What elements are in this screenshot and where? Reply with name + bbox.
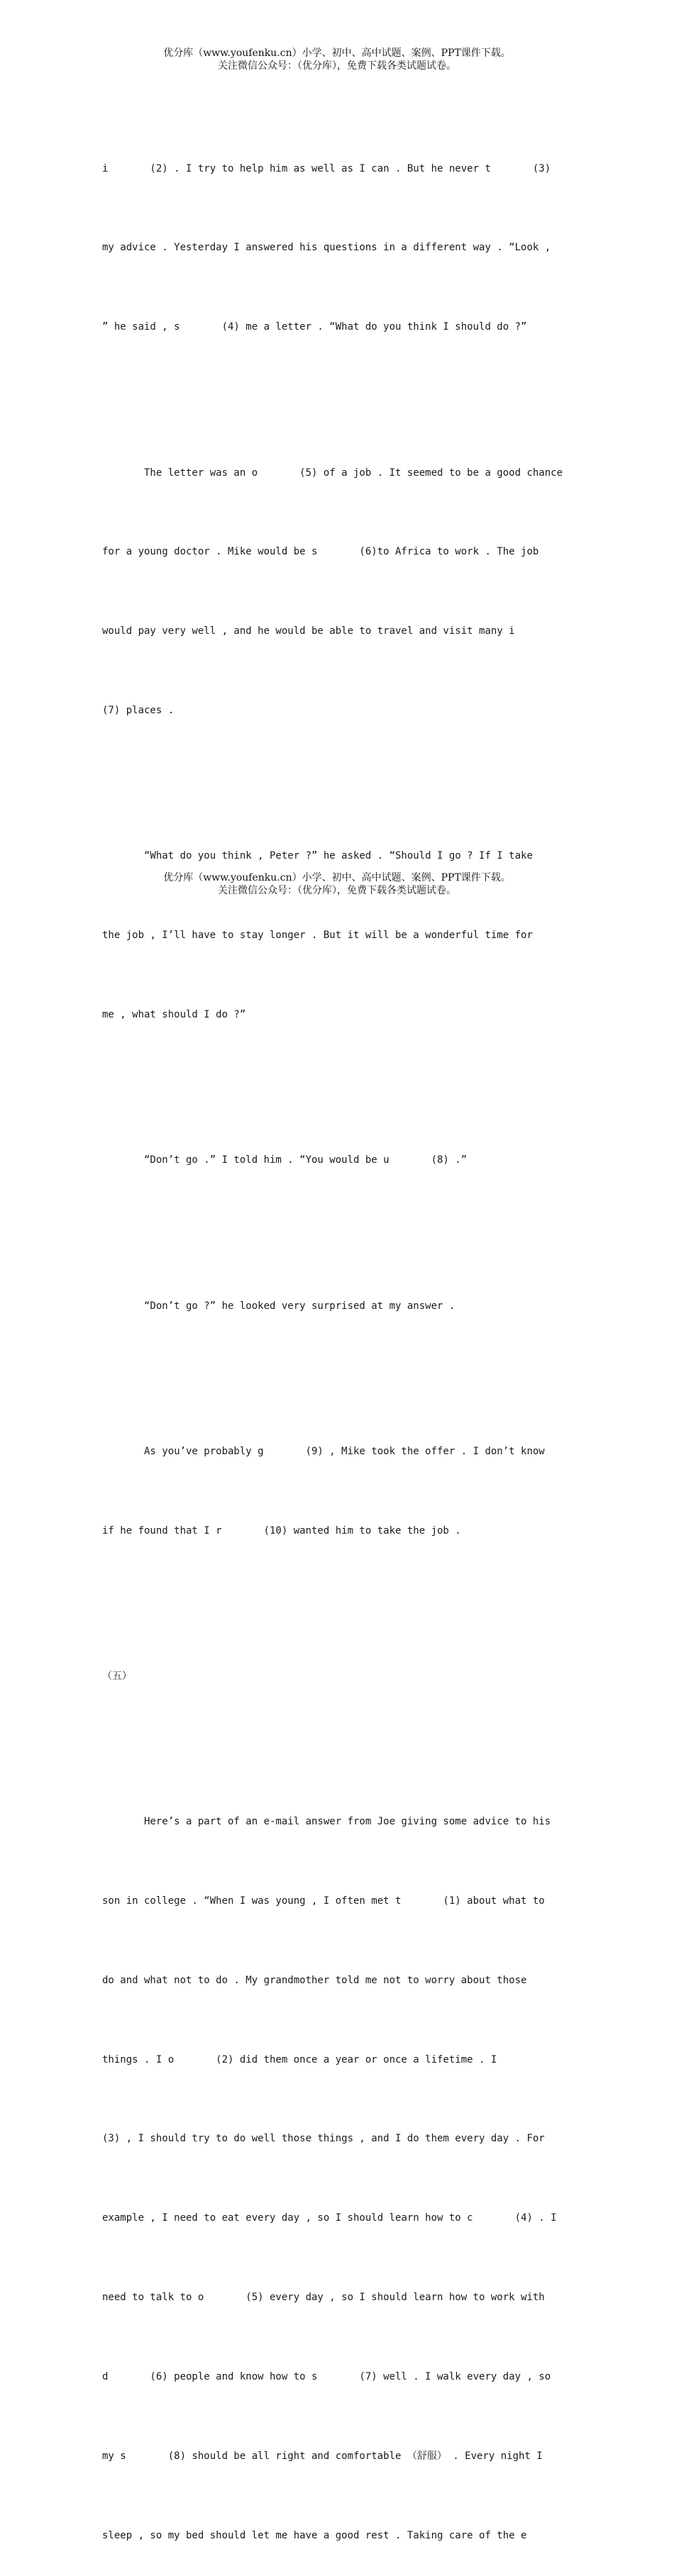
header-line-1: 优分库（www.youfenku.cn）小学、初中、高中试题、案例、PPT课件下载。	[163, 48, 511, 59]
text-line: sleep , so my bed should let me have a good rest . Taking care of the e	[102, 2529, 527, 2541]
text-line: As you’ve probably g (9) , Mike took the offer . I don’t know	[102, 1445, 545, 1457]
text-line: i (2) . I try to help him as well as I can . But he never t (3)	[102, 162, 551, 174]
footer-line-1: 优分库（www.youfenku.cn）小学、初中、高中试题、案例、PPT课件下载。	[163, 872, 511, 883]
text-line: son in college . “When I was young , I often met t (1) about what to	[102, 1895, 545, 1907]
text-line: Here’s a part of an e-mail answer from Joe giving some advice to his	[102, 1815, 551, 1827]
paragraph-gap	[102, 1372, 563, 1385]
text-line: d (6) people and know how to s (7) well . I walk every day , so	[102, 2371, 551, 2383]
text-line: (7) places .	[102, 705, 175, 717]
document-body	[102, 103, 563, 2576]
text-line: The letter was an o (5) of a job . It seemed to be a good chance	[102, 467, 563, 479]
paragraph-gap	[102, 1743, 563, 1756]
text-line: my advice . Yesterday I answered his questions in a different way . “Look ,	[102, 242, 551, 254]
text-line: ” he said , s (4) me a letter . “What do you think I should do ?”	[102, 321, 527, 333]
text-line: me , what should I do ?”	[102, 1009, 246, 1021]
paragraph-gap	[102, 1081, 563, 1095]
text-line: (3) , I should try to do well those things , and I do them every day . For	[102, 2133, 545, 2145]
text-line: the job , I’ll have to stay longer . But it will be a wonderful time for	[102, 930, 533, 942]
section-heading: （五）	[102, 1670, 132, 1682]
paragraph-gap	[102, 1227, 563, 1240]
text-line: “Don’t go ?” he looked very surprised at my answer .	[102, 1300, 455, 1312]
text-line: do and what not to do . My grandmother told me not to worry about those	[102, 1974, 527, 1986]
text-line: my s (8) should be all right and comfortable （舒服） . Every night I	[102, 2450, 543, 2463]
text-line: “Don’t go .” I told him . “You would be u (8) .”	[102, 1154, 468, 1166]
page-footer	[0, 871, 674, 897]
page-header	[0, 47, 674, 72]
header-line-2: 关注微信公众号：（优分库），免费下载各类试题试卷。	[218, 60, 456, 72]
paragraph-gap	[102, 777, 563, 791]
footer-line-2: 关注微信公众号：（优分库），免费下载各类试题试卷。	[218, 885, 456, 896]
text-line: “What do you think , Peter ?” he asked . “Should I go ? If I take	[102, 850, 533, 862]
text-line: things . I o (2) did them once a year or once a lifetime . I	[102, 2053, 497, 2065]
text-line: would pay very well , and he would be able to travel and visit many i	[102, 625, 515, 637]
text-line: example , I need to eat every day , so I should learn how to c (4) . I	[102, 2212, 557, 2224]
text-line: for a young doctor . Mike would be s (6)to Africa to work . The job	[102, 546, 539, 558]
paragraph-gap	[102, 394, 563, 407]
text-line: need to talk to o (5) every day , so I should learn how to work with	[102, 2292, 545, 2304]
paragraph-gap	[102, 1597, 563, 1610]
text-line: if he found that I r (10) wanted him to take the job .	[102, 1524, 461, 1537]
